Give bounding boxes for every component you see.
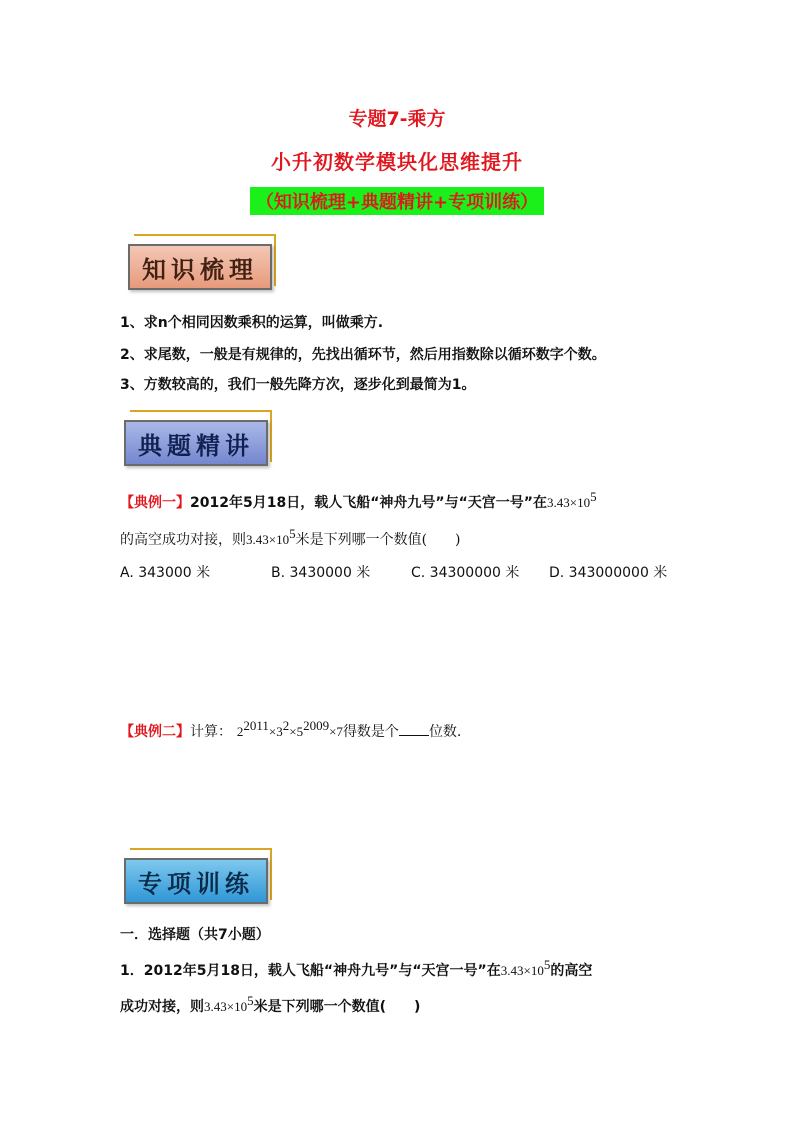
example2-line <box>120 718 461 741</box>
example1-tag: 【典例一】 <box>120 495 190 511</box>
example1-text-a: 2012年5月18日，载人飞船“神舟九号”与“天宫一号”在 <box>190 495 547 511</box>
question1-number-2: 3.43×10 <box>204 999 248 1014</box>
banner-training-label: 专项训练 <box>124 858 268 904</box>
example1-line1 <box>120 489 597 512</box>
example1-line2 <box>120 526 461 549</box>
example2-exp2: 2 <box>282 718 290 733</box>
banner-training <box>124 848 274 908</box>
question1-text-c: 成功对接，则 <box>120 999 204 1015</box>
example2-mid1: ×3 <box>268 724 283 739</box>
training-section-title: 一．选择题（共7小题） <box>120 927 270 943</box>
example1-exponent-2: 5 <box>289 526 296 541</box>
example2-exp1: 2011 <box>243 718 269 733</box>
example2-base1: 2 <box>236 724 244 739</box>
option-c: C. 34300000 米 <box>411 565 520 581</box>
banner-knowledge <box>128 234 278 294</box>
example2-tag: 【典例二】 <box>120 724 190 740</box>
example2-prefix: 计算： <box>190 724 232 740</box>
page-subtitle: 小升初数学模块化思维提升 <box>271 150 523 174</box>
option-a: A. 343000 米 <box>120 565 211 581</box>
option-d: D. 343000000 米 <box>549 565 668 581</box>
knowledge-point-3: 3、方数较高的，我们一般先降方次，逐步化到最简为1。 <box>120 377 476 393</box>
answer-blank[interactable] <box>399 723 429 736</box>
question1-text-d: 米是下列哪一个数值( ) <box>253 999 421 1015</box>
example2-mid3: ×7 <box>329 724 343 739</box>
question1-text-a: 1．2012年5月18日，载人飞船“神舟九号”与“天宫一号”在 <box>120 963 501 979</box>
option-b: B. 3430000 米 <box>271 565 371 581</box>
example1-number: 3.43×10 <box>547 495 591 510</box>
question1-exponent: 5 <box>543 957 551 972</box>
example1-options <box>120 562 667 582</box>
page-title: 专题7-乘方 <box>348 108 446 130</box>
example2-mid2: ×5 <box>289 724 304 739</box>
question1-line2 <box>120 993 420 1016</box>
tagline: （知识梳理+典题精讲+专项训练） <box>250 187 544 215</box>
question1-line1 <box>120 957 592 980</box>
example1-exponent: 5 <box>590 489 597 504</box>
example2-exp3: 2009 <box>303 718 330 733</box>
example1-text-b: 的高空成功对接，则 <box>120 532 246 548</box>
example2-suffix-a: 得数是个 <box>342 724 399 740</box>
banner-examples-label: 典题精讲 <box>124 420 268 466</box>
banner-examples <box>124 410 274 470</box>
tagline-wrap <box>0 187 794 215</box>
example1-number-2: 3.43×10 <box>246 532 290 547</box>
knowledge-point-1: 1、求n个相同因数乘积的运算，叫做乘方. <box>120 315 384 331</box>
question1-number: 3.43×10 <box>500 963 544 978</box>
example1-text-c: 米是下列哪一个数值( ) <box>295 532 461 548</box>
example2-suffix-b: 位数. <box>428 724 462 740</box>
knowledge-point-2: 2、求尾数，一般是有规律的，先找出循环节，然后用指数除以循环数字个数。 <box>120 347 606 363</box>
banner-knowledge-label: 知识梳理 <box>128 244 272 290</box>
question1-text-b: 的高空 <box>550 963 593 979</box>
question1-exponent-2: 5 <box>247 993 254 1008</box>
